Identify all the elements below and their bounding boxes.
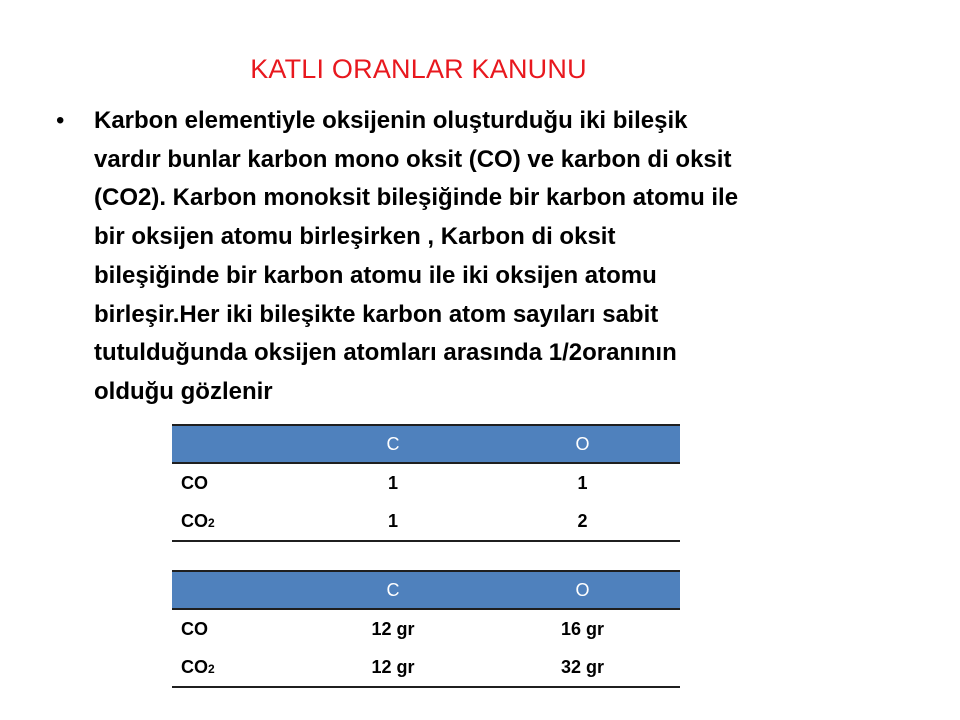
header-cell-c: C [301, 425, 485, 463]
header-cell-o: O [485, 571, 680, 609]
cell-o: 1 [577, 472, 588, 493]
bullet-text [94, 102, 844, 412]
table-row [172, 463, 680, 502]
header-cell-o: O [485, 425, 680, 463]
row-label: CO [181, 618, 208, 639]
mass-table [172, 570, 680, 688]
row-label: CO2 [172, 648, 301, 687]
header-cell-blank [172, 571, 301, 609]
bullet-line: tutulduğunda oksijen atomları arasında 1/2oranının [94, 339, 677, 367]
bullet-line: vardır bunlar karbon mono oksit (CO) ve karbon di oksit [94, 145, 732, 173]
cell-o: 32 gr [485, 648, 680, 687]
bullet-dot: • [56, 107, 65, 134]
table-header-row [172, 571, 680, 609]
table-header-row [172, 425, 680, 463]
cell-c: 12 gr [301, 648, 485, 687]
bullet-line: olduğu gözlenir [94, 377, 273, 405]
bullet-line: Karbon elementiyle oksijenin oluşturduğu iki bileşik [94, 107, 688, 134]
cell-c: 1 [301, 502, 485, 541]
bullet-line: birleşir.Her iki bileşikte karbon atom sayıları sabit [94, 300, 659, 328]
row-label: CO [181, 472, 208, 493]
slide-title: KATLI ORANLAR KANUNU [250, 54, 587, 84]
bullet-line: bir oksijen atomu birleşirken , Karbon di oksit [94, 223, 616, 251]
atom-count-table [172, 424, 680, 542]
cell-c: 1 [387, 472, 398, 493]
bullet-line: bileşiğinde bir karbon atomu ile iki oksijen atomu [94, 261, 657, 289]
table-row [172, 609, 680, 648]
table-row [172, 648, 680, 687]
bullet-line: (CO2). Karbon monoksit bileşiğinde bir karbon atomu ile [94, 184, 739, 212]
cell-o: 2 [485, 502, 680, 541]
header-cell-c: C [301, 571, 485, 609]
cell-c: 12 gr [371, 618, 415, 639]
table-row [172, 502, 680, 541]
header-cell-blank [172, 425, 301, 463]
row-label: CO2 [172, 502, 301, 541]
cell-o: 16 gr [560, 618, 605, 639]
